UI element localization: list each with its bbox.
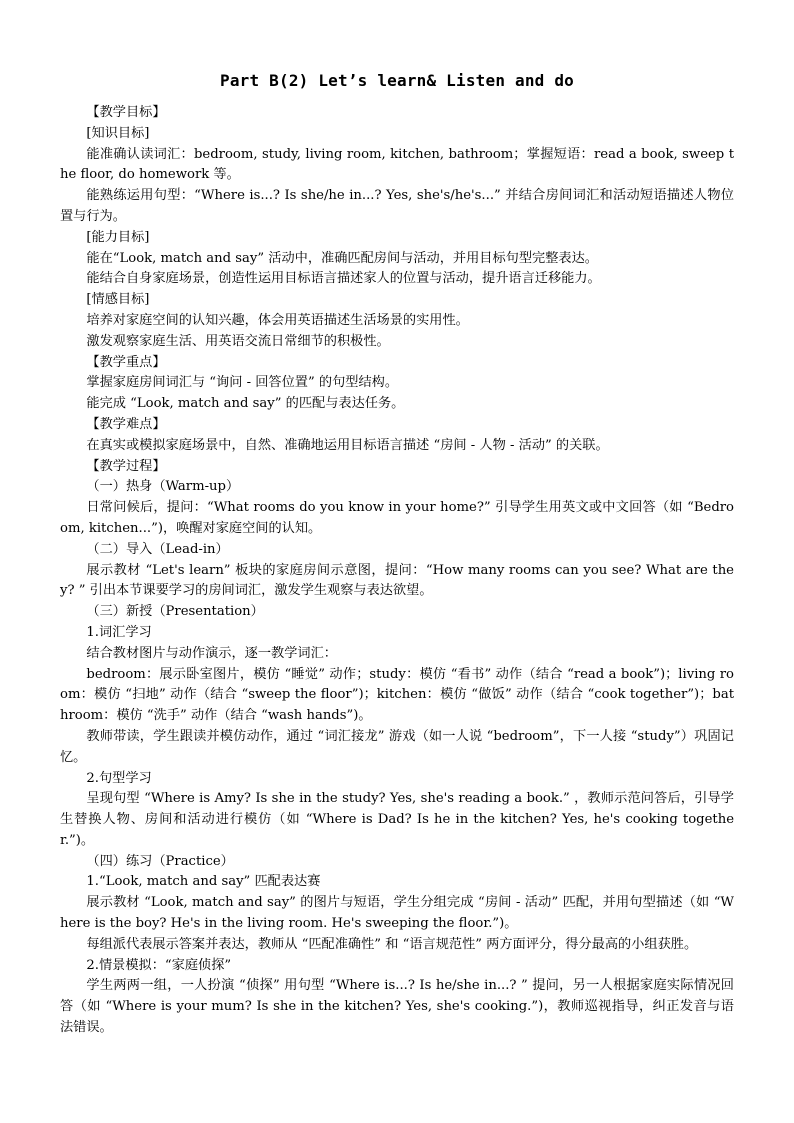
subheading-emotion: [情感目标] [86,292,150,308]
paragraph: 展示教材 “Let's learn” 板块的家庭房间示意图，提问：“How many rooms can you see? What are they? ” 引出本节课要学习的房间词汇，激发学生观察与表达欲望。 [60,562,734,599]
paragraph: 培养对家庭空间的认知兴趣，体会用英语描述生活场景的实用性。 [86,312,469,328]
paragraph: 结合教材图片与动作演示，逐一教学词汇： [86,645,337,661]
paragraph: 能熟练运用句型：“Where is...? Is she/he in...? Yes, she's/he's...” 并结合房间词汇和活动短语描述人物位置与行为。 [60,188,734,224]
paragraph: 每组派代表展示答案并表达，教师从 “匹配准确性” 和 “语言规范性” 两方面评分，得分最高的小组获胜。 [86,936,698,952]
paragraph: 在真实或模拟家庭场景中，自然、准确地运用目标语言描述 “房间 - 人物 - 活动” 的关联。 [86,437,609,453]
paragraph: 能结合自身家庭场景，创造性运用目标语言描述家人的位置与活动，提升语言迁移能力。 [86,271,601,287]
section-heading-difficulties: 【教学难点】 [86,416,166,432]
subheading-ability: [能力目标] [86,229,150,245]
paragraph: 掌握家庭房间词汇与 “询问 - 回答位置” 的句型结构。 [86,375,399,391]
subheading-vocabulary: 1.词汇学习 [86,624,152,640]
subheading-match-game: 1.“Look, match and say” 匹配表达赛 [86,874,321,890]
subheading-knowledge: [知识目标] [86,125,150,141]
section-heading-objectives: 【教学目标】 [86,105,166,120]
paragraph: 能完成 “Look, match and say” 的匹配与表达任务。 [86,396,405,412]
paragraph: 展示教材 “Look, match and say” 的图片与短语，学生分组完成 “房间 - 活动” 匹配，并用句型描述（如 “Where is the boy? He's in the living room. He's sweeping the floor.”)。 [60,895,734,932]
subheading-lead-in: （二）导入（Lead-in） [86,541,229,557]
subheading-practice: （四）练习（Practice） [86,853,234,869]
paragraph: 日常问候后，提问：“What rooms do you know in your home?” 引导学生用英文或中文回答（如 “Bedroom, kitchen...”)，唤醒对家庭空间的认知。 [60,500,734,536]
document-body [60,103,734,1039]
paragraph: 激发观察家庭生活、用英语交流日常细节的积极性。 [86,333,390,349]
paragraph: bedroom：展示卧室图片，模仿 “睡觉” 动作；study：模仿 “看书” 动作（结合 “read a book”)；living room：模仿 “扫地” 动作（结合 “sweep the floor”)；kitchen：模仿 “做饭” 动作（结合 “cook together”)；bathroom：模仿 “洗手” 动作（结合 “wash hands”)。 [60,666,734,724]
section-heading-key-points: 【教学重点】 [86,354,166,370]
paragraph: 能准确认读词汇：bedroom, study, living room, kitchen, bathroom；掌握短语：read a book, sweep the floor, do homework 等。 [60,146,734,183]
section-heading-process: 【教学过程】 [86,458,166,474]
paragraph: 学生两两一组，一人扮演 “侦探” 用句型 “Where is...? Is he/she in...? ” 提问，另一人根据家庭实际情况回答（如 “Where is your mum? Is she in the kitchen? Yes, she's cooking.”)，教师巡视指导，纠正发音与语法错误。 [60,978,734,1036]
paragraph: 教师带读，学生跟读并模仿动作，通过 “词汇接龙” 游戏（如一人说 “bedroom”，下一人接 “study”）巩固记忆。 [60,728,734,765]
paragraph: 能在“Look, match and say” 活动中，准确匹配房间与活动，并用目标句型完整表达。 [86,250,598,266]
subheading-role-play: 2.情景模拟：“家庭侦探” [86,957,232,973]
subheading-presentation: （三）新授（Presentation） [86,604,264,620]
paragraph: 呈现句型 “Where is Amy? Is she in the study? Yes, she's reading a book.” ，教师示范问答后，引导学生替换人物、房间和活动进行模仿（如 “Where is Dad? Is he in the kitchen? Yes, he's cooking together.”)。 [60,791,734,848]
document-title: Part B(2) Let’s learn& Listen and do [220,71,574,90]
subheading-sentence: 2.句型学习 [86,770,152,786]
subheading-warm-up: （一）热身（Warm-up） [86,479,240,495]
